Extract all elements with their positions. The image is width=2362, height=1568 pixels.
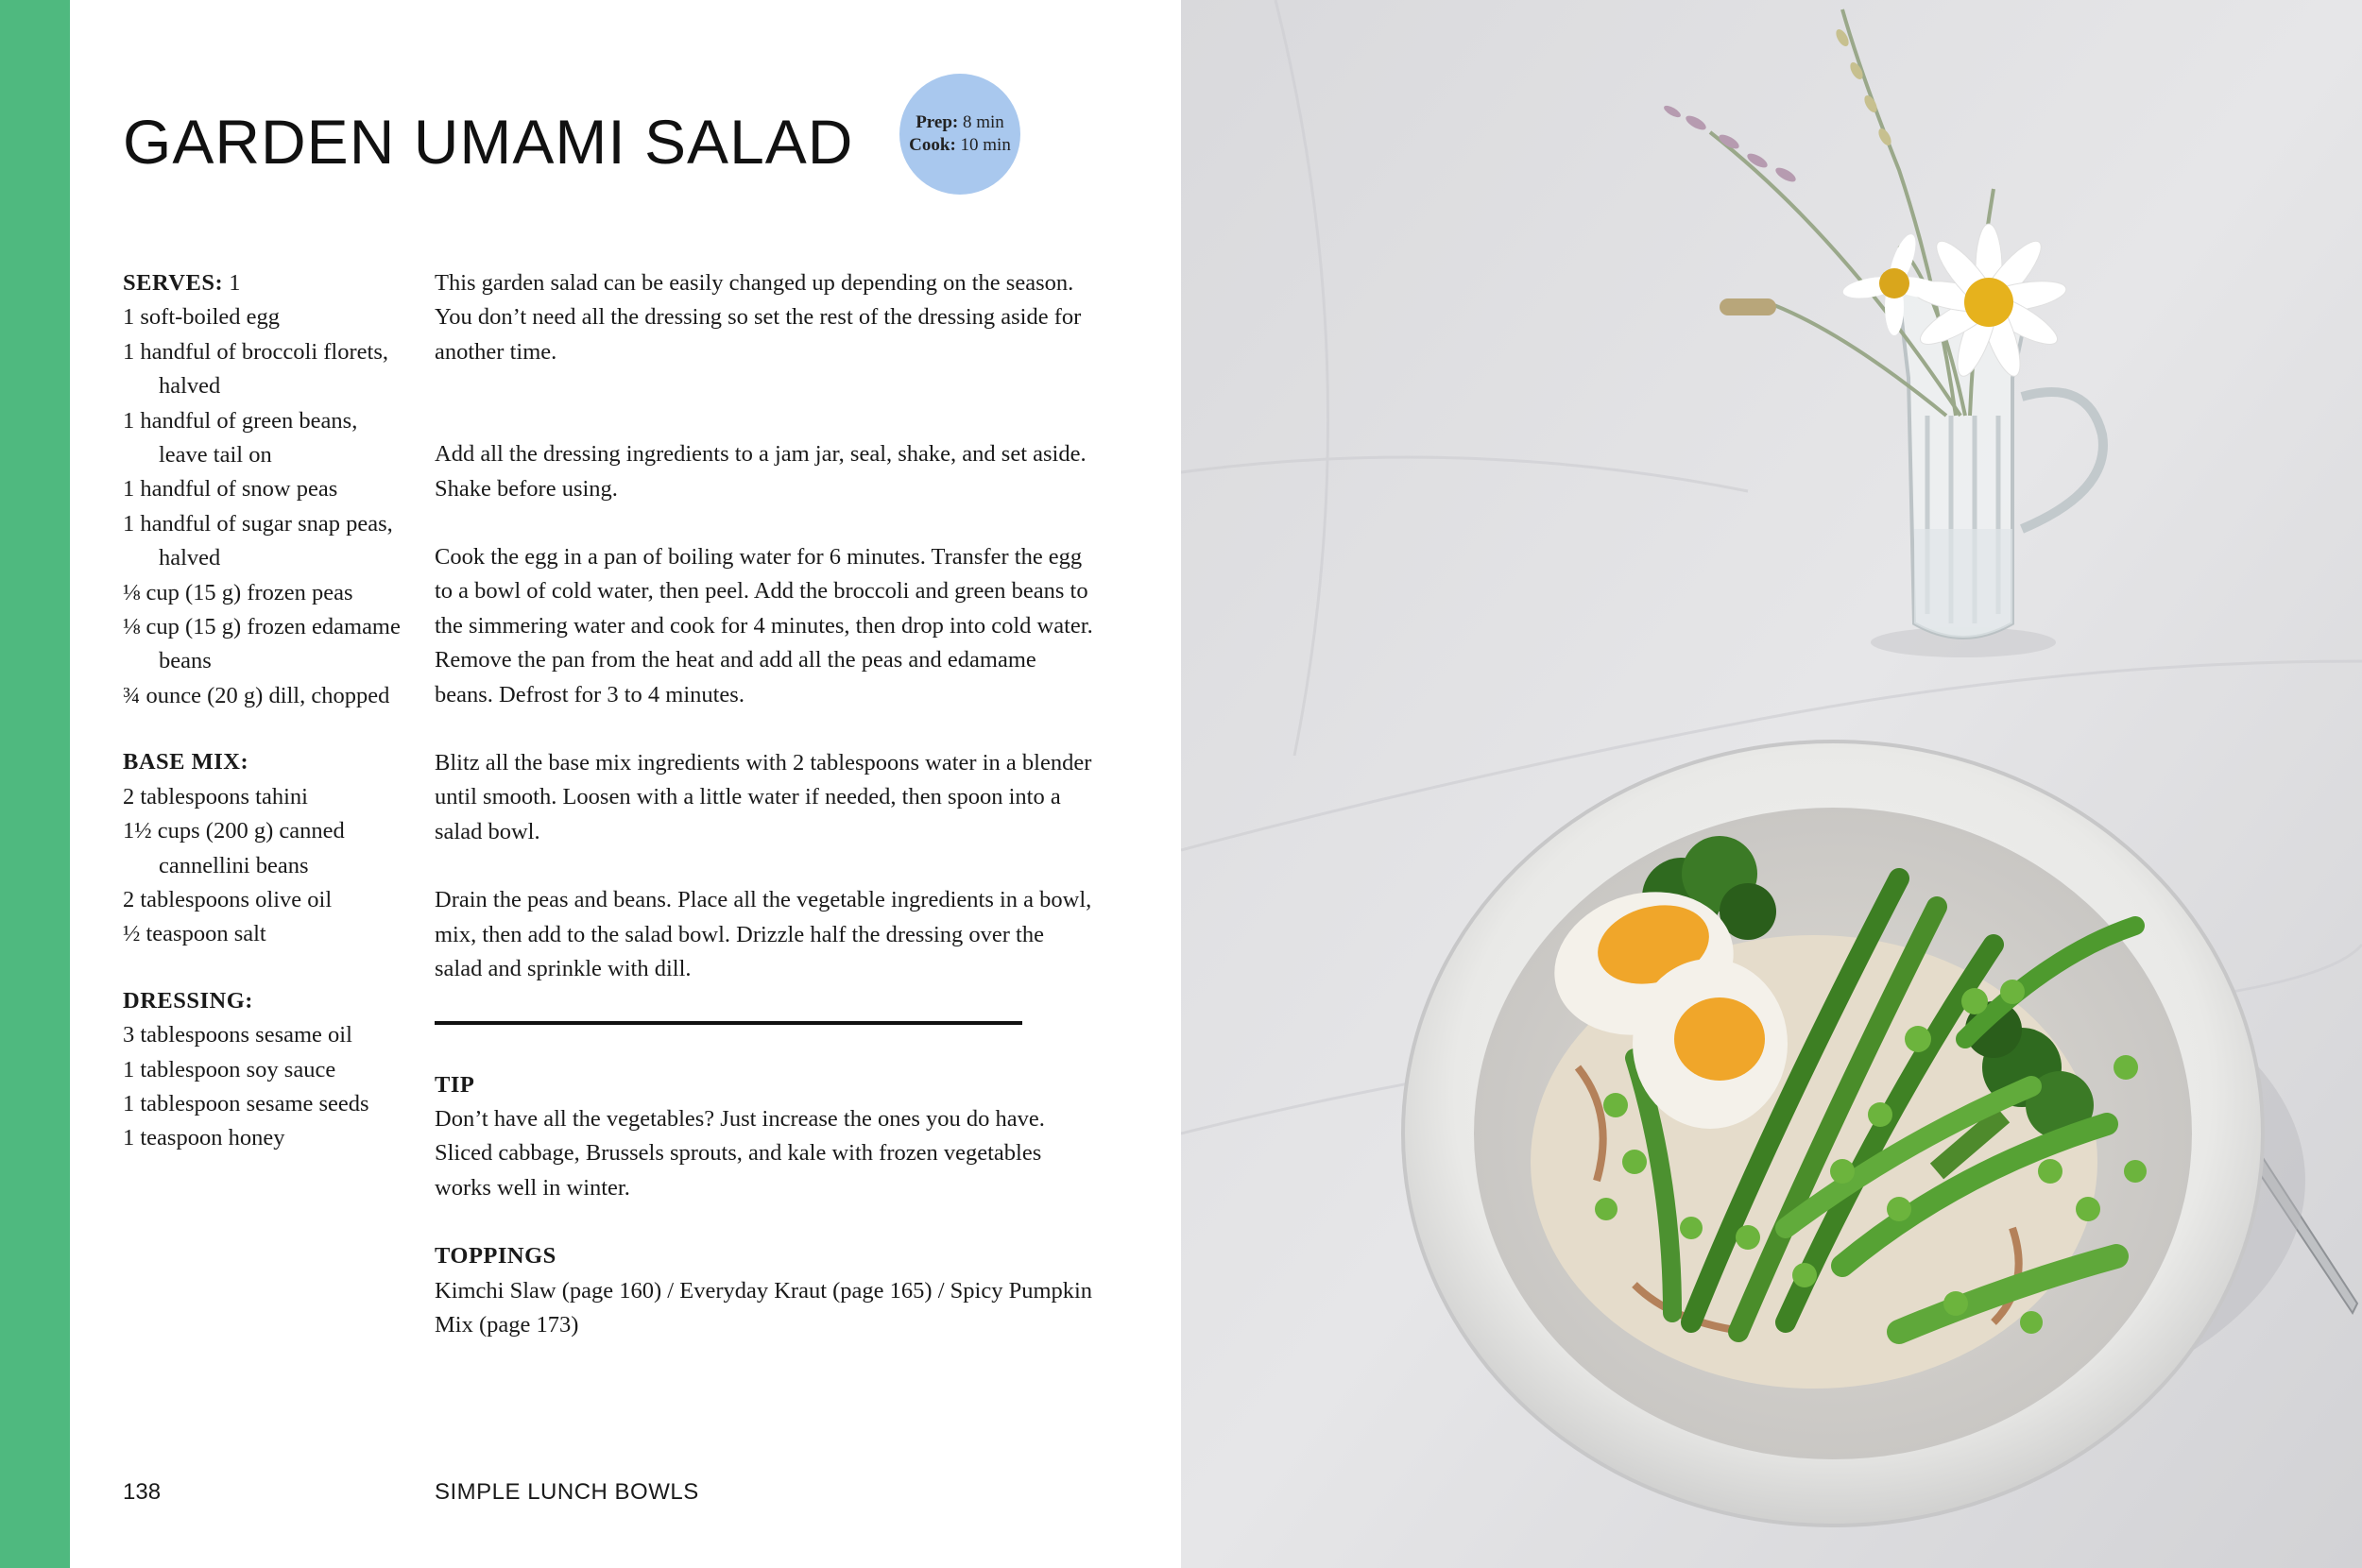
section-name: SIMPLE LUNCH BOWLS — [435, 1479, 699, 1505]
ingredient-item: 1 handful of snow peas — [123, 476, 338, 503]
ingredient-item: 2 tablespoons tahini — [123, 783, 308, 810]
ingredient-item: 1 teaspoon honey — [123, 1125, 285, 1151]
toppings-heading: TOPPINGS — [435, 1243, 556, 1270]
ingredient-item: 3 tablespoons sesame oil — [123, 1022, 352, 1048]
ingredient-item: ⅛ cup (15 g) frozen edamame beans — [123, 614, 401, 674]
serves-section — [123, 266, 406, 713]
ingredient-item: 1 soft-boiled egg — [123, 304, 281, 331]
ingredient-item: ⅛ cup (15 g) frozen peas — [123, 579, 353, 605]
toppings-text: Kimchi Slaw (page 160) / Everyday Kraut (page 165) / Spicy Pumpkin Mix (page 173) — [435, 1277, 1093, 1338]
method-column — [435, 266, 1096, 1376]
time-badge — [899, 74, 1020, 195]
ingredients-column — [123, 266, 406, 1188]
recipe-intro: This garden salad can be easily changed up depending on the season. You don’t need all the dressing so set the rest of the dressing aside for another time. — [435, 270, 1082, 365]
ingredient-item: ½ teaspoon salt — [123, 921, 266, 947]
ingredient-item: 1½ cups (200 g) canned cannellini beans — [123, 818, 345, 878]
ingredient-item: 2 tablespoons olive oil — [123, 886, 333, 912]
dressing-heading: DRESSING: — [123, 987, 253, 1014]
prep-time: Prep: 8 min — [916, 112, 1004, 132]
method-step: Add all the dressing ingredients to a jam jar, seal, shake, and set aside. Shake before using. — [435, 441, 1087, 502]
method-step: Cook the egg in a pan of boiling water for 6 minutes. Transfer the egg to a bowl of cold water, then peel. Add the broccoli and green beans to the simmering water and cook for 4 minutes, then drop into cold water. Remove the pan from the heat and add all the peas and edamame beans. Defrost for 3 to 4 minutes. — [435, 544, 1093, 707]
ingredient-item: 1 handful of sugar snap peas, halved — [123, 510, 393, 571]
base-mix-heading: BASE MIX: — [123, 749, 249, 775]
tip-text: Don’t have all the vegetables? Just increase the ones you do have. Sliced cabbage, Brussels sprouts, and kale with frozen vegetables works well in winter. — [435, 1105, 1045, 1201]
ingredient-item: 1 handful of broccoli florets, halved — [123, 338, 388, 400]
recipe-title: GARDEN UMAMI SALAD — [123, 107, 854, 177]
ingredient-item: 1 tablespoon soy sauce — [123, 1056, 336, 1082]
base-mix-section — [123, 745, 406, 951]
salad-photo — [1181, 0, 2362, 1568]
dressing-section — [123, 984, 406, 1156]
ingredient-item: ¾ ounce (20 g) dill, chopped — [123, 682, 390, 708]
divider-rule — [435, 1021, 1022, 1025]
green-side-bar — [0, 0, 70, 1568]
method-step: Drain the peas and beans. Place all the vegetable ingredients in a bowl, mix, then add to the salad bowl. Drizzle half the dressing over the salad and sprinkle with dill. — [435, 887, 1092, 982]
serves-line: SERVES: 1 — [123, 270, 241, 296]
ingredient-item: 1 handful of green beans, leave tail on — [123, 407, 358, 469]
tip-heading: TIP — [435, 1071, 475, 1098]
page-number: 138 — [123, 1479, 162, 1505]
recipe-page — [70, 0, 1181, 1568]
cook-time: Cook: 10 min — [909, 135, 1011, 155]
salad-photo-illustration — [1181, 0, 2362, 1568]
method-step: Blitz all the base mix ingredients with 2 tablespoons water in a blender until smooth. Loosen with a little water if needed, then spoon into a salad bowl. — [435, 750, 1092, 844]
ingredient-item: 1 tablespoon sesame seeds — [123, 1090, 369, 1116]
